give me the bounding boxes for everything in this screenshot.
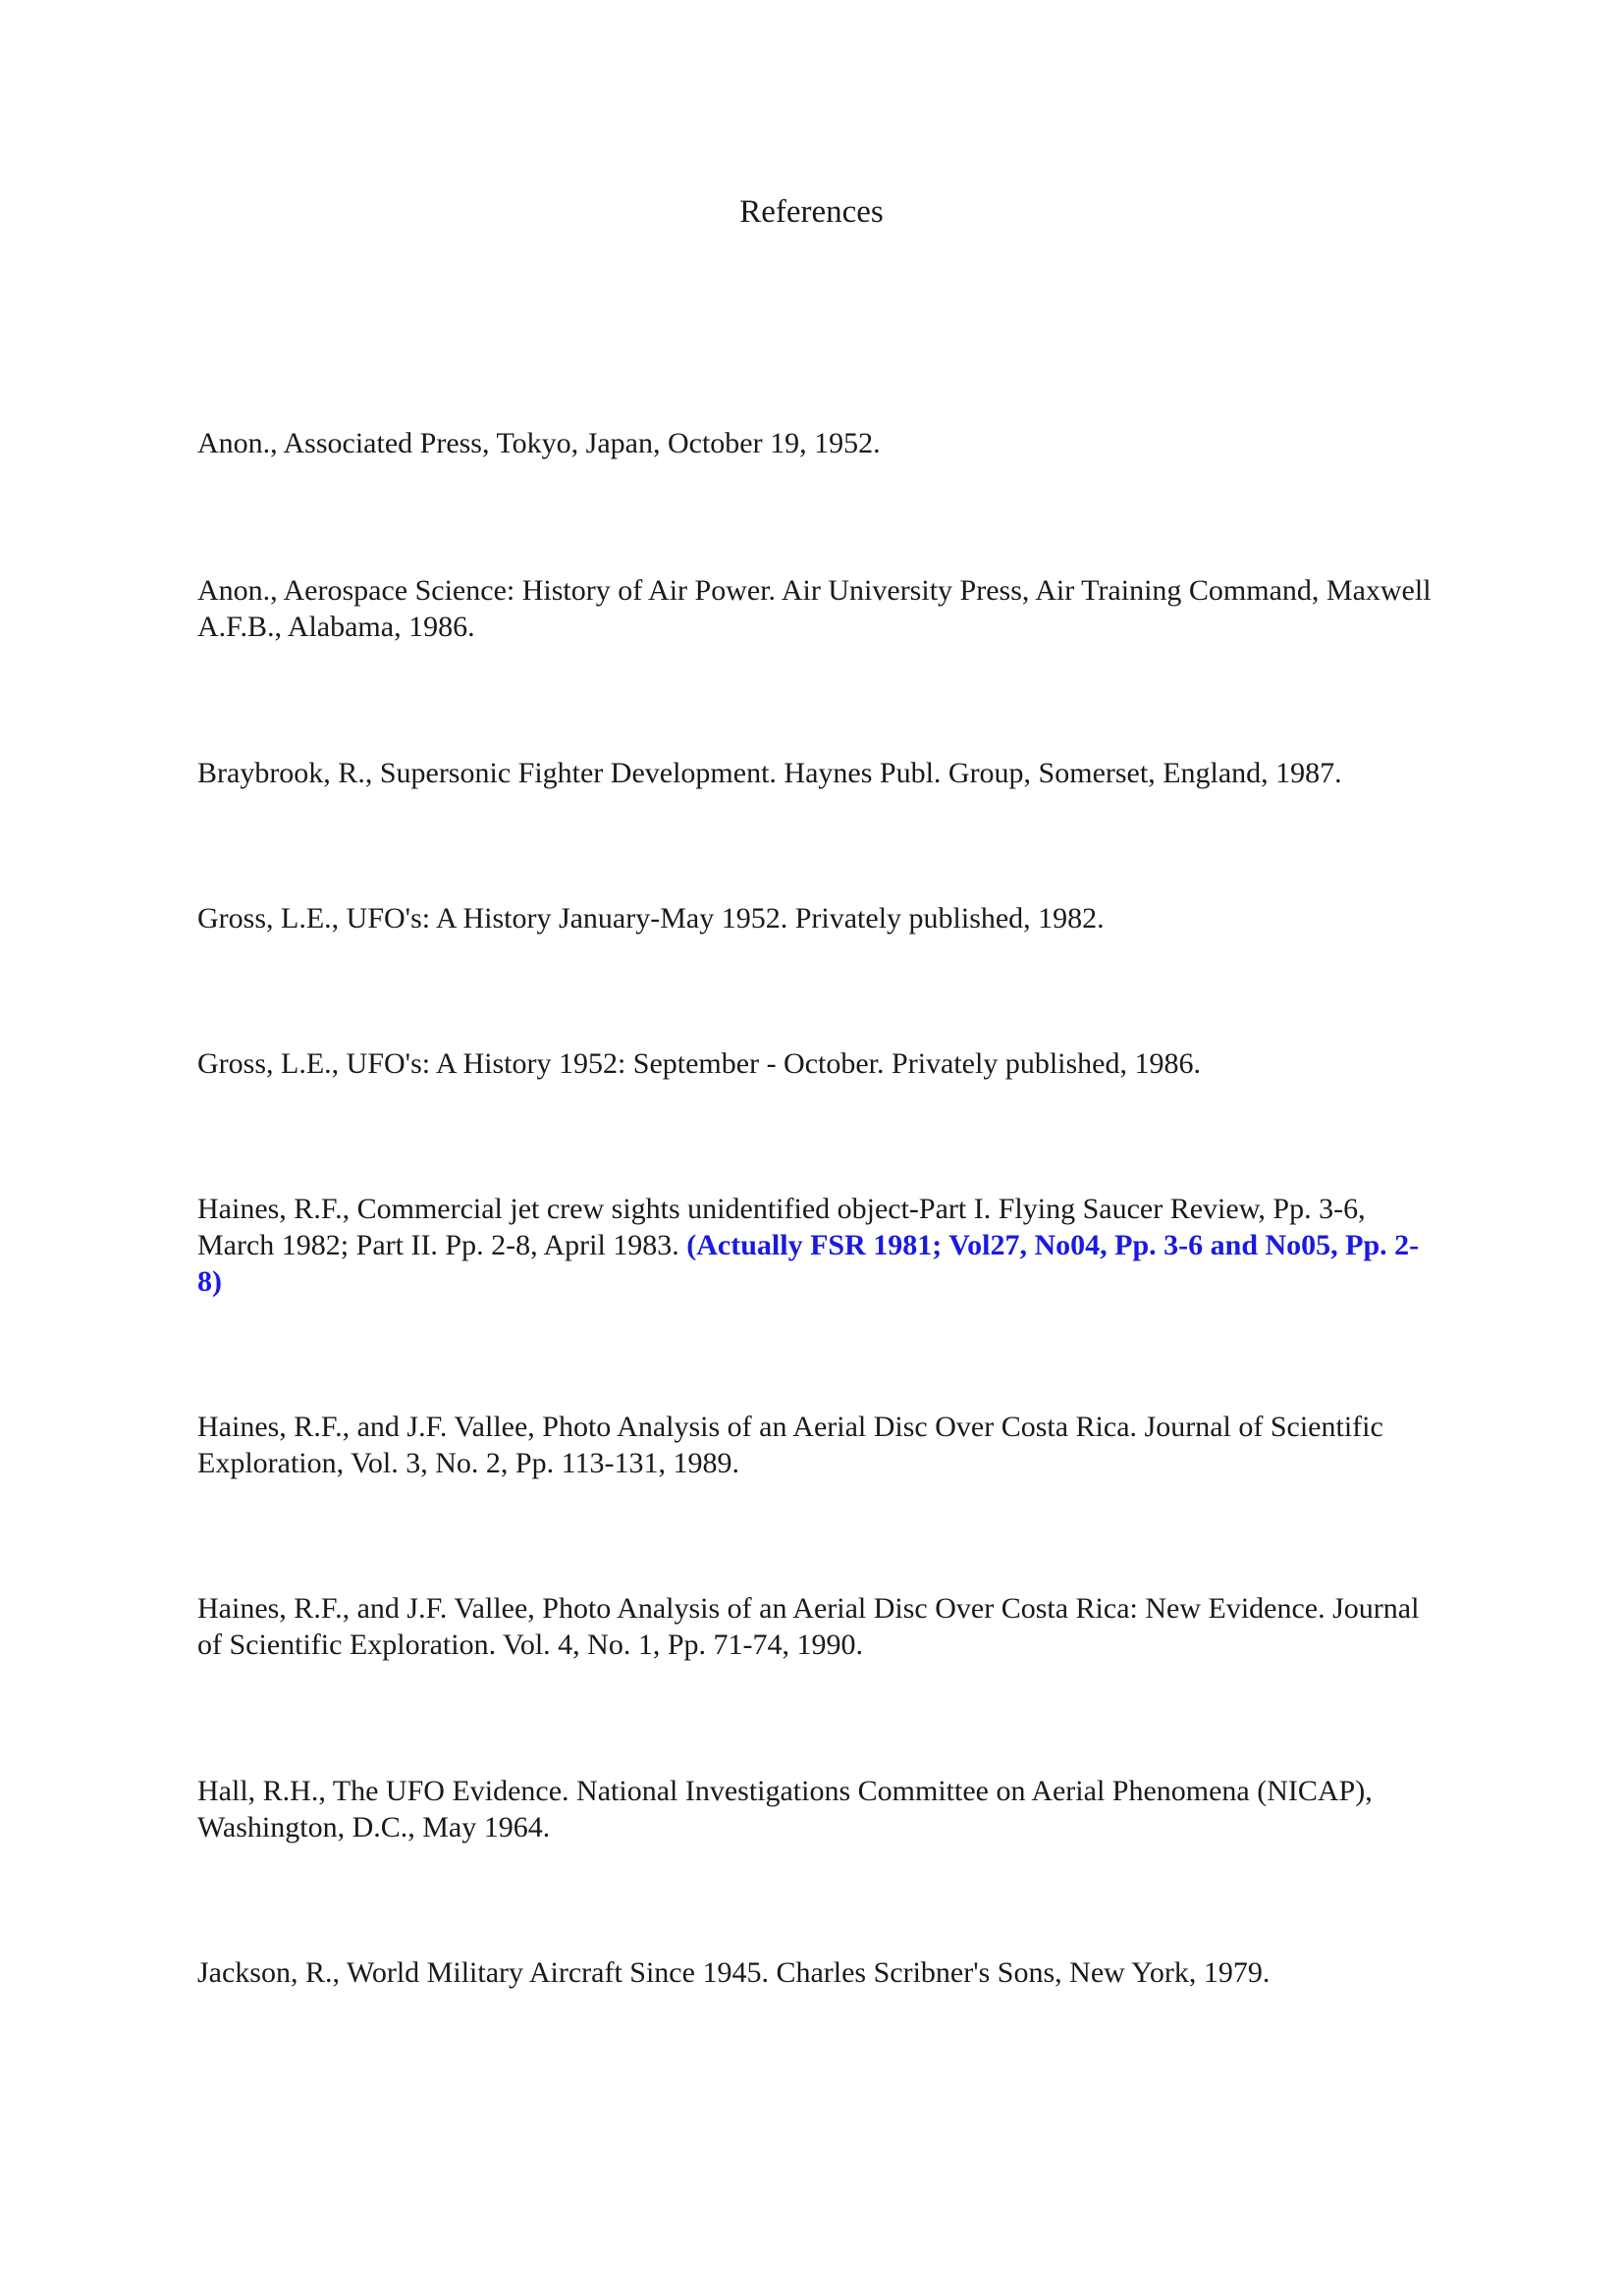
reference-text: Haines, R.F., and J.F. Vallee, Photo Analysis of an Aerial Disc Over Costa Rica. Journal of Scientific Exploration, Vol. 3, No. 2, Pp. 113-131, 1989. [197,1411,1383,1479]
reference-item [197,900,1434,936]
reference-text: Anon., Aerospace Science: History of Air Power. Air University Press, Air Training Command, Maxwell A.F.B., Alabama, 1986. [197,574,1432,643]
reference-text: Haines, R.F., Commercial jet crew sights unidentified object-Part I. Flying Saucer Review, Pp. 3-6, March 1982; Part II. Pp. 2-8, April 1983. [197,1193,1366,1261]
reference-note: (Actually FSR 1981; Vol27, No04, Pp. 3-6 and No05, Pp. 2-8) [197,1229,1420,1298]
reference-item [197,1590,1434,1663]
reference-item [197,1409,1434,1481]
reference-item [197,755,1434,791]
reference-text: Haines, R.F., and J.F. Vallee, Photo Analysis of an Aerial Disc Over Costa Rica: New Evidence. Journal of Scientific Exploration. Vol. 4, No. 1, Pp. 71-74, 1990. [197,1592,1420,1661]
reference-item [197,1045,1434,1082]
reference-text: Braybrook, R., Supersonic Fighter Development. Haynes Publ. Group, Somerset, England, 1987. [197,757,1342,789]
reference-text: Gross, L.E., UFO's: A History 1952: September - October. Privately published, 1986. [197,1047,1201,1080]
reference-item [197,1954,1434,1991]
reference-item [197,572,1434,645]
reference-text: Gross, L.E., UFO's: A History January-May 1952. Privately published, 1982. [197,902,1105,934]
reference-text: Hall, R.H., The UFO Evidence. National Investigations Committee on Aerial Phenomena (NICAP), Washington, D.C., May 1964. [197,1775,1373,1843]
reference-item [197,1773,1434,1845]
reference-item [197,1191,1434,1300]
reference-item [197,425,1434,461]
reference-text: Jackson, R., World Military Aircraft Since 1945. Charles Scribner's Sons, New York, 1979. [197,1956,1271,1989]
page-title: References [739,194,884,230]
reference-text: Anon., Associated Press, Tokyo, Japan, October 19, 1952. [197,427,881,459]
